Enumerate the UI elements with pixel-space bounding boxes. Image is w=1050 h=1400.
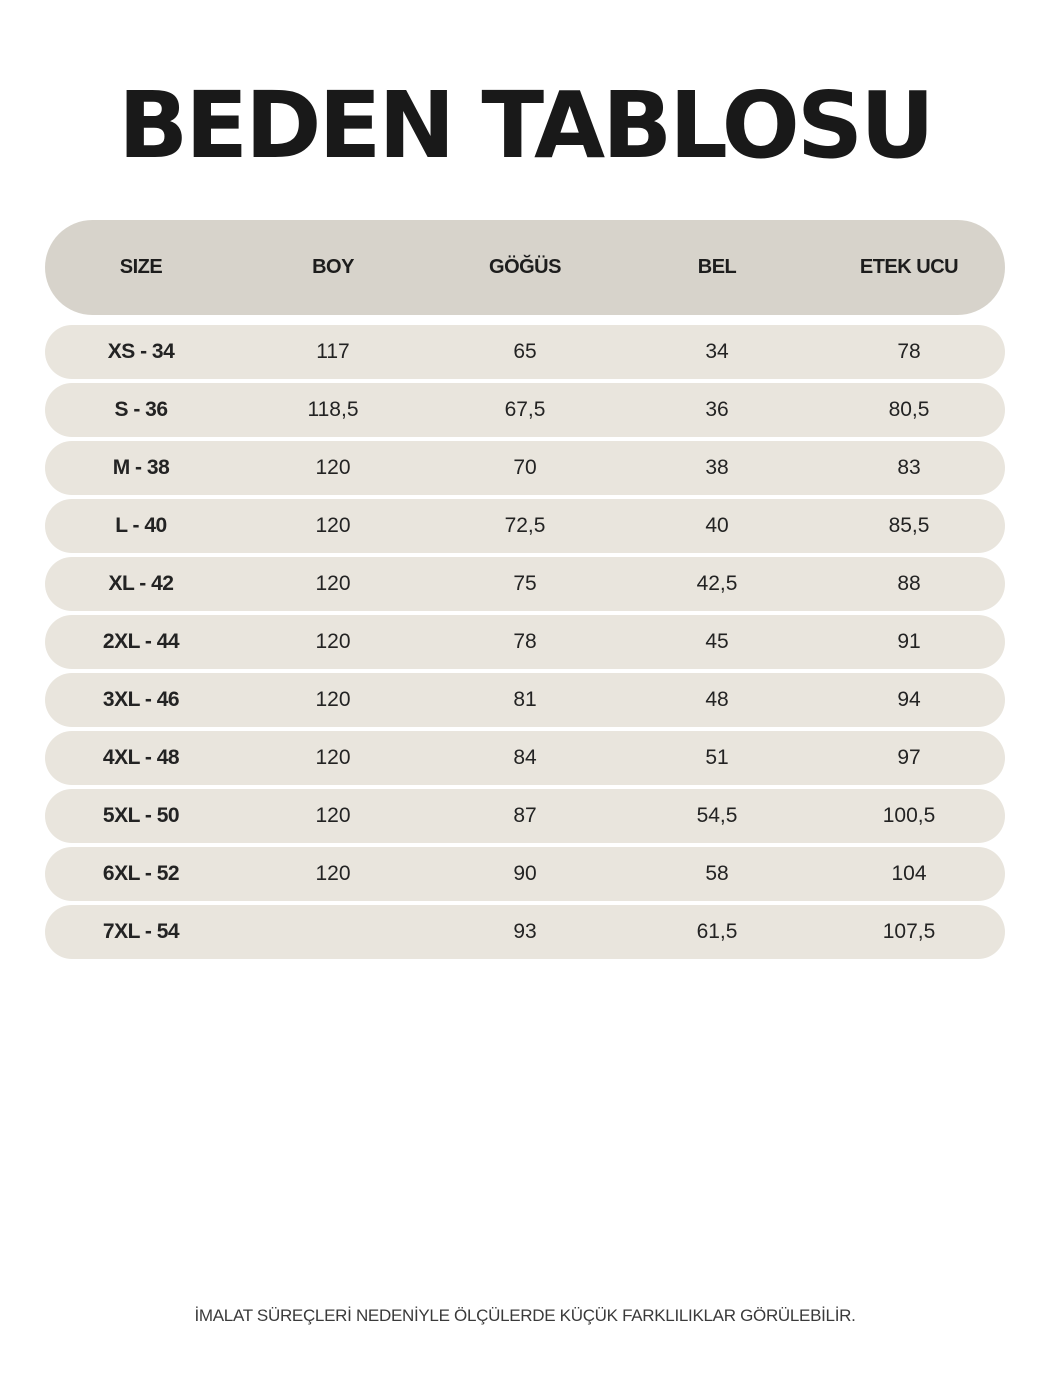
cell-gogus: 90 xyxy=(513,862,537,885)
cell-size: 7XL - 54 xyxy=(102,920,180,943)
table-row xyxy=(45,499,1005,553)
cell-gogus: 75 xyxy=(513,572,537,595)
header-gogus: GÖĞÜS xyxy=(489,256,561,278)
cell-etek-ucu: 94 xyxy=(897,688,921,711)
cell-etek-ucu: 100,5 xyxy=(882,804,936,827)
cell-bel: 51 xyxy=(705,746,729,769)
cell-etek-ucu: 78 xyxy=(897,340,921,363)
table-body xyxy=(45,325,1005,959)
cell-bel: 38 xyxy=(705,456,729,479)
cell-size: XS - 34 xyxy=(107,340,175,363)
cell-bel: 58 xyxy=(705,862,729,885)
cell-boy: 117 xyxy=(316,340,350,363)
cell-size: L - 40 xyxy=(115,514,167,537)
table-header-row xyxy=(45,220,1005,315)
cell-size: M - 38 xyxy=(112,456,170,479)
cell-gogus: 65 xyxy=(513,340,537,363)
cell-boy: 120 xyxy=(315,572,351,595)
table-row xyxy=(45,789,1005,843)
cell-etek-ucu: 80,5 xyxy=(888,398,930,421)
cell-etek-ucu: 104 xyxy=(891,862,927,885)
cell-boy: 118,5 xyxy=(307,398,359,421)
table-row xyxy=(45,383,1005,437)
table-row xyxy=(45,615,1005,669)
cell-bel: 42,5 xyxy=(696,572,738,595)
table-row xyxy=(45,731,1005,785)
page-title: BEDEN TABLOSU xyxy=(118,72,932,179)
cell-etek-ucu: 107,5 xyxy=(882,920,936,943)
cell-size: 6XL - 52 xyxy=(102,862,180,885)
cell-bel: 54,5 xyxy=(696,804,738,827)
cell-gogus: 87 xyxy=(513,804,537,827)
cell-bel: 40 xyxy=(705,514,729,537)
header-boy: BOY xyxy=(312,256,354,278)
cell-size: 3XL - 46 xyxy=(102,688,180,711)
cell-gogus: 81 xyxy=(513,688,537,711)
table-row xyxy=(45,441,1005,495)
cell-gogus: 72,5 xyxy=(504,514,546,537)
cell-boy: 120 xyxy=(315,862,351,885)
cell-bel: 34 xyxy=(705,340,729,363)
cell-size: S - 36 xyxy=(114,398,168,421)
header-size: SIZE xyxy=(119,256,163,278)
header-bel: BEL xyxy=(697,256,737,278)
cell-etek-ucu: 88 xyxy=(897,572,921,595)
cell-bel: 45 xyxy=(705,630,729,653)
cell-size: XL - 42 xyxy=(108,572,174,595)
cell-gogus: 70 xyxy=(513,456,537,479)
cell-boy: 120 xyxy=(315,514,351,537)
cell-size: 5XL - 50 xyxy=(102,804,180,827)
cell-etek-ucu: 97 xyxy=(897,746,921,769)
table-row xyxy=(45,325,1005,379)
cell-boy: 120 xyxy=(315,630,351,653)
cell-size: 2XL - 44 xyxy=(102,630,180,653)
cell-boy: 120 xyxy=(315,688,351,711)
table-row xyxy=(45,847,1005,901)
cell-gogus: 93 xyxy=(513,920,537,943)
header-etek-ucu: ETEK UCU xyxy=(859,256,959,278)
footer-disclaimer: İMALAT SÜREÇLERİ NEDENİYLE ÖLÇÜLERDE KÜÇÜK FARKLILIKLAR GÖRÜLEBİLİR. xyxy=(194,1306,856,1325)
cell-boy: 120 xyxy=(315,746,351,769)
cell-bel: 61,5 xyxy=(696,920,738,943)
size-chart-table xyxy=(45,220,1005,963)
cell-boy: 120 xyxy=(315,804,351,827)
cell-etek-ucu: 83 xyxy=(897,456,921,479)
cell-bel: 48 xyxy=(705,688,729,711)
cell-etek-ucu: 85,5 xyxy=(888,514,930,537)
cell-gogus: 78 xyxy=(513,630,537,653)
cell-gogus: 84 xyxy=(513,746,537,769)
table-row xyxy=(45,905,1005,959)
cell-gogus: 67,5 xyxy=(504,398,546,421)
cell-etek-ucu: 91 xyxy=(897,630,921,653)
cell-size: 4XL - 48 xyxy=(102,746,180,769)
cell-bel: 36 xyxy=(705,398,729,421)
cell-boy: 120 xyxy=(315,456,351,479)
table-row xyxy=(45,557,1005,611)
table-row xyxy=(45,673,1005,727)
